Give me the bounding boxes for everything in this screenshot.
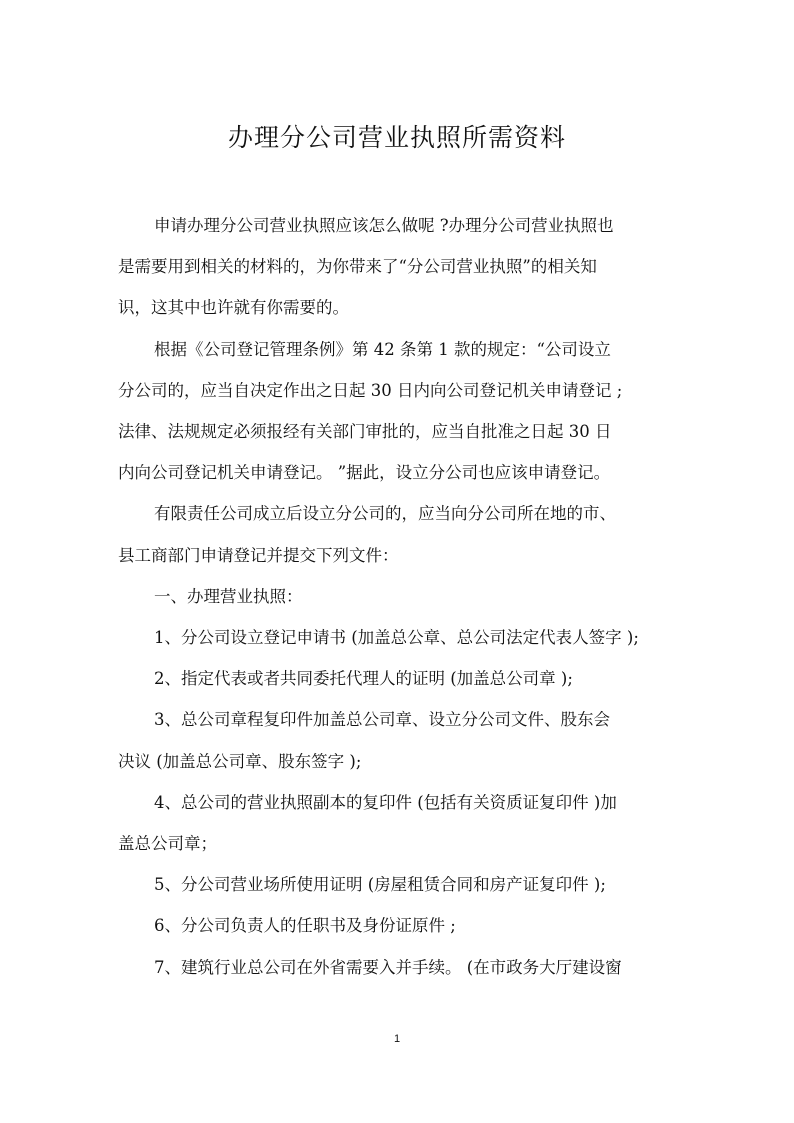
document-title: 办理分公司营业执照所需资料 <box>227 123 566 152</box>
page-number: 1 <box>393 1033 401 1045</box>
paragraph-line: 有限责任公司成立后设立分公司的，应当向分公司所在地的市、 <box>154 504 616 524</box>
document-body <box>118 205 684 988</box>
list-item: 1、分公司设立登记申请书 (加盖总公章、总公司法定代表人签字 ); <box>154 628 639 648</box>
paragraph-line: 县工商部门申请登记并提交下列文件： <box>118 545 399 565</box>
list-item: 6、分公司负责人的任职书及身份证原件 ; <box>154 916 456 936</box>
section-heading: 一、办理营业执照： <box>154 586 303 606</box>
list-item-continuation: 决议 (加盖总公司章、股东签字 ); <box>118 751 362 771</box>
list-item: 7、建筑行业总公司在外省需要入并手续。 (在市政务大厅建设窗 <box>154 957 622 977</box>
paragraph-line: 法律、法规规定必须报经有关部门审批的，应当自批准之日起 30 日 <box>118 422 612 442</box>
list-item: 2、指定代表或者共同委托代理人的证明 (加盖总公司章 ); <box>154 669 573 689</box>
list-item-continuation: 盖总公司章； <box>118 834 217 854</box>
list-item: 4、总公司的营业执照副本的复印件 (包括有关资质证复印件 )加 <box>154 792 617 812</box>
paragraph-line: 内向公司登记机关申请登记。 ”据此，设立分公司也应该申请登记。 <box>118 463 611 483</box>
list-item: 3、总公司章程复印件加盖总公司章、设立分公司文件、股东会 <box>154 710 610 730</box>
list-item: 5、分公司营业场所使用证明 (房屋租赁合同和房产证复印件 ); <box>154 875 606 895</box>
paragraph-line: 申请办理分公司营业执照应该怎么做呢 ?办理分公司营业执照也 <box>154 216 614 235</box>
paragraph-line: 识，这其中也许就有你需要的。 <box>118 298 349 318</box>
paragraph-line: 是需要用到相关的材料的，为你带来了“分公司营业执照”的相关知 <box>118 257 597 277</box>
paragraph-line: 根据《公司登记管理条例》第 42 条第 1 款的规定：“公司设立 <box>154 339 611 359</box>
paragraph-line: 分公司的，应当自决定作出之日起 30 日内向公司登记机关申请登记 ; <box>118 380 623 400</box>
